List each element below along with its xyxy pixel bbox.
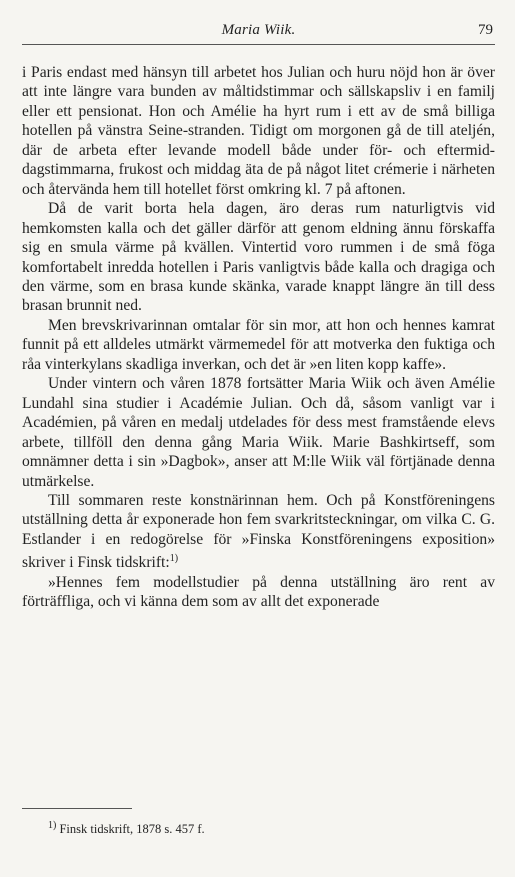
body-text xyxy=(22,63,495,612)
footnote-marker: 1) xyxy=(169,553,179,565)
header-rule xyxy=(22,44,495,45)
footnote xyxy=(22,820,495,837)
paragraph-5 xyxy=(22,491,495,573)
footnote-text: Finsk tidskrift, 1878 s. 457 f. xyxy=(59,822,205,837)
paragraph-3: Men brevskrivarinnan omtalar för sin mor, att hon och hennes kamrat funnit på ett alldeles utmärkt värmemedel för att motverka den fuktiga och råa vinterkylans skadliga inverkan, och det är »en liten kopp kaffe». xyxy=(22,316,495,373)
footnote-rule xyxy=(22,808,132,809)
running-title: Maria Wiik. xyxy=(221,22,296,38)
footnote-number: 1) xyxy=(48,820,57,831)
paragraph-6: »Hennes fem modellstudier på denna utställning äro rent av förträffliga, och vi känna dem som av allt det exponerade xyxy=(22,573,495,611)
paragraph-5-text: Till sommaren reste konstnärinnan hem. Och på Konstföreningens utställning detta år exponerade hon fem svarkritsteckningar, om vilka C. G. Estlander i en redogörelse för »Finska Konstföreningens exposition» skriver i Finsk tidskrift: xyxy=(22,491,495,572)
paragraph-2: Då de varit borta hela dagen, äro deras rum naturligtvis vid hemkomsten kalla och det gäller därför att genom eldning ännu förskaffa sig en smula värme på kvällen. Vintertid voro rummen i de små föga komfortabelt inredda hotellen i Paris vanligtvis både kalla och dragiga och den värme, som en brasa kunde skänka, varade knappt längre än till dess brasan brunnit ned. xyxy=(22,200,495,315)
paragraph-1: i Paris endast med hänsyn till arbetet hos Julian och huru nöjd hon är över att inte längre vara bunden av måltidstimmar och sällskapsliv i en familj eller ett pensionat. Hon och Amélie ha hyrt rum i ett av de små billiga hotellen på vänstra Seine-stranden. Tidigt om morgonen gå de till ateljén, där de arbeta efter levande modell både under för- och eftermiddagstimmarna, frukost och middag äta de på något litet crémerie i närheten och återvända hem till hotellet först omkring kl. 7 på aftonen. xyxy=(22,64,495,198)
page-number: 79 xyxy=(478,22,493,38)
paragraph-4: Under vintern och våren 1878 fortsätter Maria Wiik och även Amélie Lundahl sina studier i Académie Julian. Och då, såsom vanligt var i Académien, på våren en medalj utdelades för dess mest framstående elevs arbete, tillföll den denna gång Maria Wiik. Marie Bashkirtseff, som omnämner detta i sin »Dagbok», anser att M:lle Wiik väl förtjänade denna utmärkelse. xyxy=(22,375,495,490)
page-header xyxy=(22,22,495,44)
